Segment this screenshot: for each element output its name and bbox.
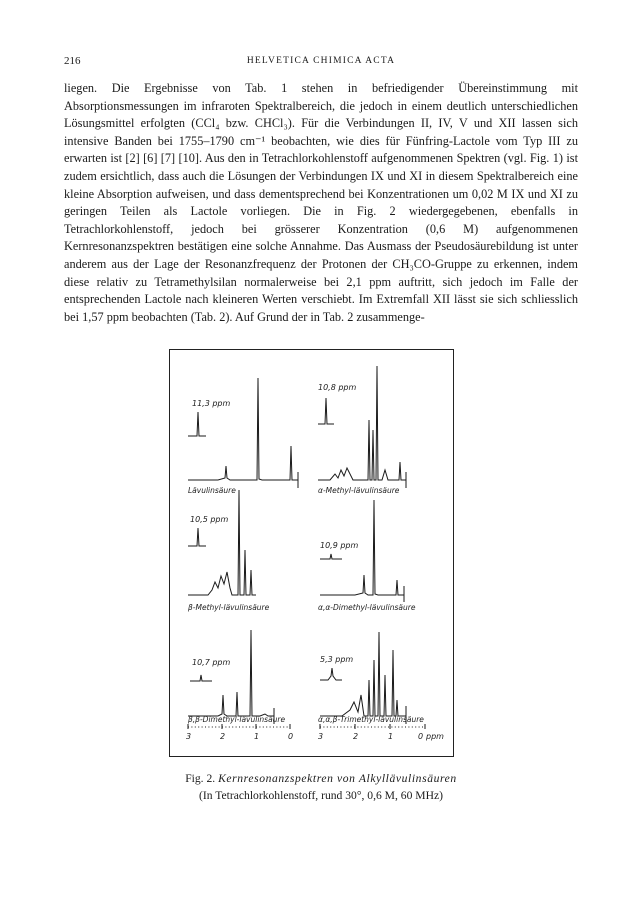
- body-text: [64, 80, 578, 326]
- insert-peak: [320, 668, 342, 680]
- insert-peak: [188, 528, 206, 546]
- panel-2-label: α-Methyl-lävulinsäure: [318, 486, 400, 495]
- caption-subtitle: (In Tetrachlorkohlenstoff, rund 30°, 0,6 M, 60 MHz): [199, 789, 443, 802]
- page-header: [64, 55, 578, 69]
- panel-1-label: Lävulinsäure: [188, 486, 236, 495]
- caption-label: Fig. 2.: [185, 772, 216, 785]
- spectrum-panel-6: [320, 632, 406, 724]
- tick-left-2: 2: [220, 732, 226, 741]
- caption-title: Kernresonanzspektren von Alkyllävulinsäuren: [218, 772, 457, 785]
- panel-4-ppm: 10,9 ppm: [320, 541, 359, 550]
- panel-3-label: β-Methyl-lävulinsäure: [188, 603, 270, 612]
- tick-left-1: 1: [254, 732, 260, 741]
- figure-caption: [64, 770, 578, 804]
- panel-4-label: α,α-Dimethyl-lävulinsäure: [318, 603, 416, 612]
- panel-6-ppm: 5,3 ppm: [320, 655, 354, 664]
- spectrum-panel-5: [188, 630, 274, 724]
- panel-2-ppm: 10,8 ppm: [318, 383, 357, 392]
- body-paragraph: liegen. Die Ergebnisse von Tab. 1 stehen in befriedigender Übereinstimmung mit Absorptionsmessungen im infraroten Spektralbereich, die jedoch in einem deutlich unterschiedlichen Lösungsmittel erfolgten (CCl₄ bzw. CHCl₃). Für die Verbindungen II, IV, V und XII lassen sich intensive Banden bei 1755–1790 cm⁻¹ beobachten, wie dies für Fünfring-Lactole vom Typ III zu erwarten ist [2] [6] [7] [10]. Aus den in Tetrachlorkohlenstoff aufgenommenen Spektren (vgl. Fig. 1) ist zudem ersichtlich, dass auch die Lösungen der Verbindungen IX und XI in diesem Spektralbereich eine kleine Absorption aufweisen, und dass dementsprechend bei Konzentrationen um 0,02 M IX und XI zu geringen Teilen als Lactole vorliegen. Die in Fig. 2 wiedergegebenen, ebenfalls in Tetrachlorkohlenstoff, jedoch bei grösserer Konzentration (0,6 M) aufgenommenen Kernresonanzspektren bestätigen eine solche Annahme. Das Ausmass der Pseudosäurebildung ist unter anderem aus der Lage der Resonanzfrequenz der Protonen der CH₃CO-Gruppe zu erkennen, indem diese relativ zu Tetramethylsilan normalerweise bei 2,1 ppm auftritt, sich jedoch im Falle der entsprechenden Lactole nach kleineren Werten verschiebt. Im Extremfall XII lässt sie sich schliesslich bei 1,57 ppm beobachten (Tab. 2). Auf Grund der in Tab. 2 zusammenge-: [64, 81, 578, 324]
- panel-1-ppm: 11,3 ppm: [192, 399, 231, 408]
- tick-right-2: 2: [353, 732, 359, 741]
- insert-peak: [320, 554, 342, 559]
- spectrum-trace: [188, 630, 274, 716]
- tick-left-0: 0: [288, 732, 294, 741]
- axis-scale-right: [320, 724, 425, 729]
- tick-right-1: 1: [388, 732, 394, 741]
- nmr-figure: [169, 349, 454, 757]
- nmr-spectra-svg: [170, 350, 455, 758]
- insert-peak: [318, 398, 334, 424]
- spectrum-trace: [188, 378, 298, 480]
- insert-peak: [188, 412, 206, 436]
- insert-peak: [190, 675, 212, 681]
- panel-3-ppm: 10,5 ppm: [190, 515, 229, 524]
- panel-5-label: β,β-Dimethyl-lävulinsäure: [188, 715, 286, 724]
- spectrum-panel-1: [188, 378, 298, 488]
- panel-5-ppm: 10,7 ppm: [192, 658, 231, 667]
- caption-line-1: [64, 770, 578, 787]
- tick-right-3: 3: [318, 732, 324, 741]
- tick-left-3: 3: [186, 732, 192, 741]
- tick-right-0: 0: [418, 732, 424, 741]
- journal-title: HELVETICA CHIMICA ACTA: [246, 56, 396, 66]
- spectrum-panel-4: [320, 500, 404, 602]
- spectrum-panel-3: [188, 490, 256, 595]
- axis-unit: ppm: [426, 732, 444, 741]
- page-number: 216: [64, 55, 81, 67]
- panel-6-label: α,α,β-Trimethyl-lävulinsäure: [318, 715, 424, 724]
- spectrum-trace: [188, 490, 256, 595]
- axis-scale-left: [188, 724, 290, 729]
